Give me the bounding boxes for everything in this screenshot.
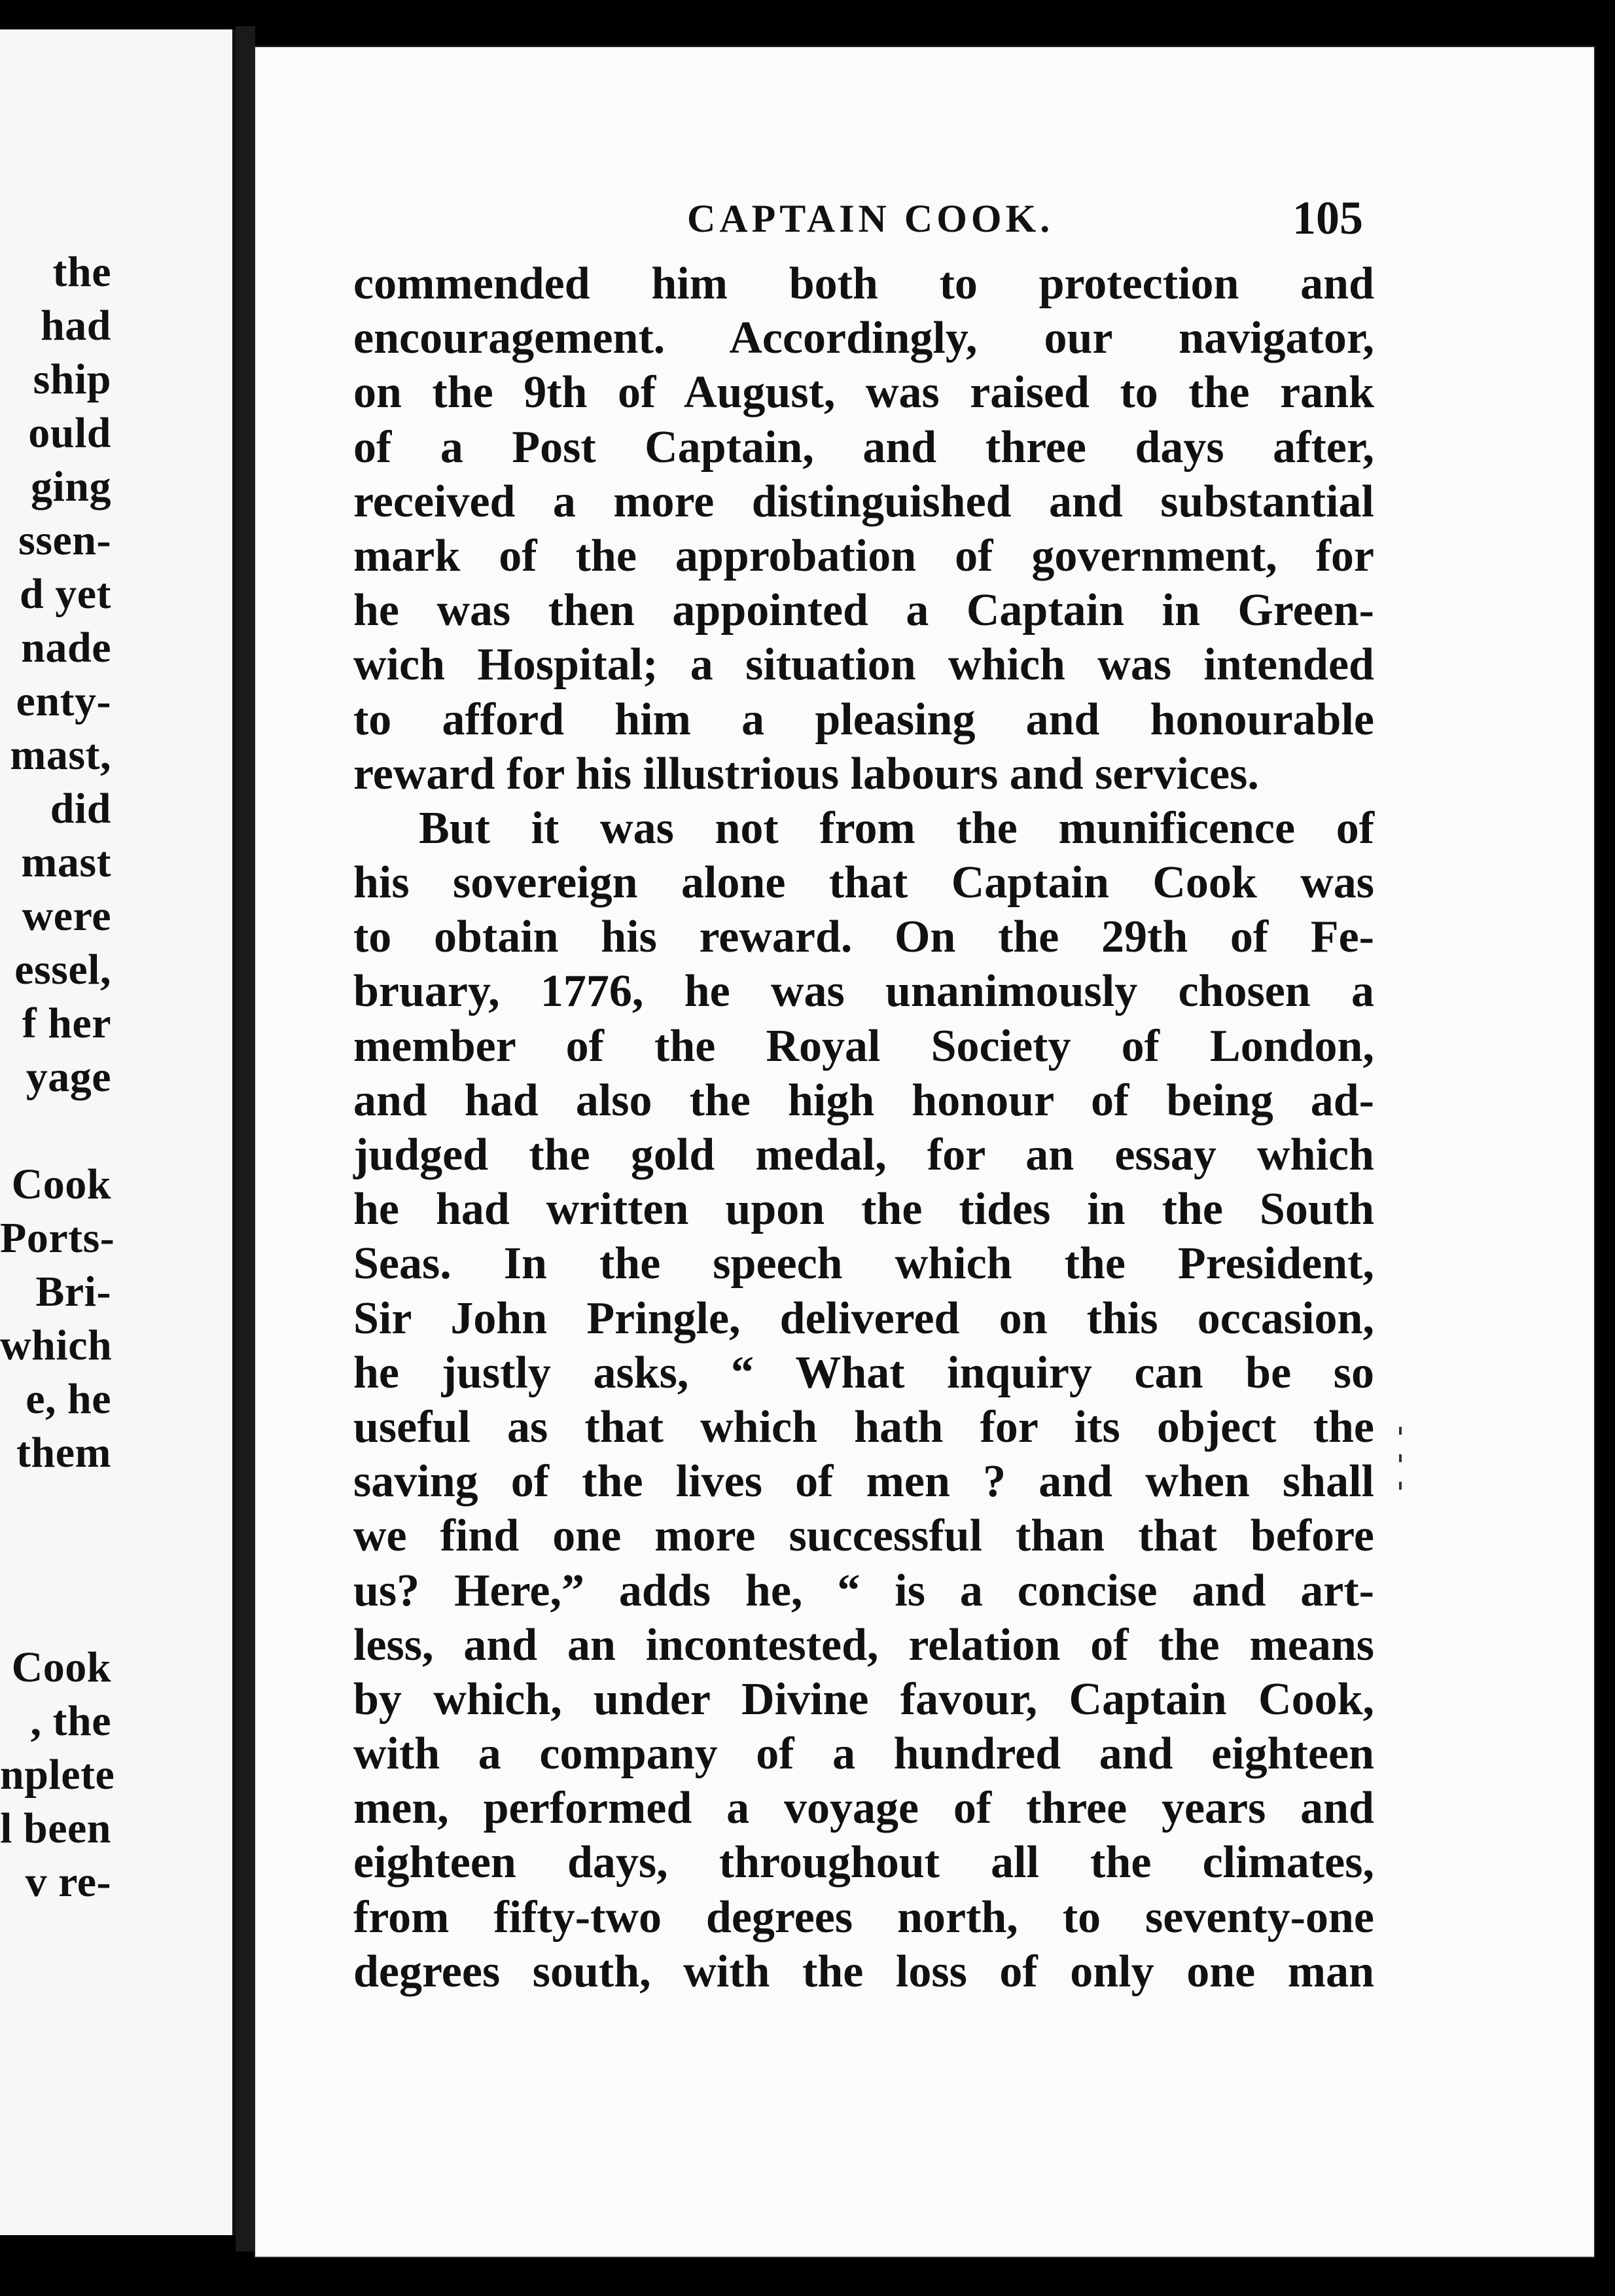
left-page-line: which	[0, 1321, 113, 1369]
text-line: reward for his illustrious labours and services.	[353, 748, 1259, 799]
left-page-line: Cook	[11, 1643, 111, 1691]
left-page-line: ship	[33, 355, 111, 403]
text-line: he had written upon the tides in the South	[353, 1184, 1374, 1235]
left-page-line: ssen-	[18, 516, 111, 564]
text-line: eighteen days, throughout all the climates,	[353, 1837, 1374, 1888]
left-page-line: them	[16, 1429, 111, 1477]
text-line: commended him both to protection and	[353, 259, 1374, 309]
left-page-line: Bri-	[35, 1268, 111, 1316]
text-line: we find one more successful than that before	[353, 1511, 1374, 1562]
text-line: on the 9th of August, was raised to the rank	[353, 367, 1374, 418]
text-line: of a Post Captain, and three days after,	[353, 422, 1374, 473]
text-line: he was then appointed a Captain in Green-	[353, 585, 1374, 636]
text-line: member of the Royal Society of London,	[353, 1020, 1374, 1071]
text-line: wich Hospital; a situation which was intended	[353, 639, 1374, 691]
left-page-line: nplete	[0, 1751, 115, 1799]
running-head: CAPTAIN COOK.	[687, 197, 1054, 240]
text-line: received a more distinguished and substantial	[353, 476, 1374, 527]
left-page-line: Ports-	[0, 1214, 115, 1262]
left-page-line: enty-	[16, 677, 111, 725]
left-page-line: were	[22, 892, 111, 940]
text-line: to afford him a pleasing and honourable	[353, 694, 1374, 745]
text-line: with a company of a hundred and eighteen	[353, 1729, 1374, 1780]
left-page-line	[0, 1587, 232, 1641]
text-line: his sovereign alone that Captain Cook was	[353, 857, 1374, 908]
body-text	[353, 257, 1374, 1999]
left-page-line: ould	[28, 409, 111, 457]
text-line: judged the gold medal, for an essay which	[353, 1130, 1374, 1180]
left-page-line-endings	[0, 245, 232, 1909]
left-page-line: mast	[21, 838, 111, 886]
left-page-line: , the	[30, 1697, 111, 1745]
left-page-line: did	[50, 785, 111, 833]
text-line: from fifty-two degrees north, to seventy-one	[353, 1892, 1374, 1943]
left-page-line: had	[41, 302, 111, 350]
text-line: encouragement. Accordingly, our navigator,	[353, 313, 1374, 364]
text-line: Seas. In the speech which the President,	[353, 1238, 1374, 1289]
text-line: us? Here,” adds he, “ is a concise and art-	[353, 1565, 1374, 1616]
text-line: to obtain his reward. On the 29th of Fe-	[353, 912, 1374, 963]
text-line: men, performed a voyage of three years and	[353, 1783, 1374, 1834]
left-page-line: l been	[0, 1804, 111, 1852]
left-page-line: d yet	[20, 570, 111, 618]
left-page-line: Cook	[11, 1160, 111, 1208]
left-page-line: e, he	[26, 1375, 111, 1423]
left-page-line: f her	[22, 999, 111, 1047]
page-number: 105	[1292, 192, 1363, 244]
left-page-line: mast,	[10, 731, 111, 779]
text-line: and had also the high honour of being ad-	[353, 1075, 1374, 1126]
text-line: less, and an incontested, relation of the means	[353, 1619, 1374, 1670]
text-line: Sir John Pringle, delivered on this occasion,	[353, 1293, 1374, 1344]
text-line: useful as that which hath for its object the	[353, 1401, 1374, 1452]
text-line: saving of the lives of men ? and when shall	[353, 1456, 1374, 1507]
left-page-line: v re-	[25, 1858, 111, 1906]
left-page-line	[0, 1480, 232, 1534]
left-page-line: yage	[26, 1053, 111, 1101]
left-page-line: ging	[30, 463, 111, 511]
left-page-line	[0, 1104, 232, 1158]
left-page-line: nade	[21, 624, 111, 672]
left-page-line: the	[52, 248, 111, 296]
page-edge-specks	[1399, 1407, 1406, 1551]
text-line: mark of the approbation of government, for	[353, 530, 1374, 581]
book-gutter	[236, 26, 255, 2251]
text-line: he justly asks, “ What inquiry can be so	[353, 1347, 1374, 1398]
left-page-line: essel,	[14, 946, 111, 994]
left-page-fragment	[0, 29, 236, 2235]
text-line: by which, under Divine favour, Captain Cook,	[353, 1674, 1374, 1725]
text-line: But it was not from the munificence of	[419, 802, 1374, 853]
text-line: degrees south, with the loss of only one man	[353, 1946, 1374, 1997]
text-line: bruary, 1776, he was unanimously chosen a	[353, 966, 1374, 1017]
left-page-line	[0, 1534, 232, 1587]
